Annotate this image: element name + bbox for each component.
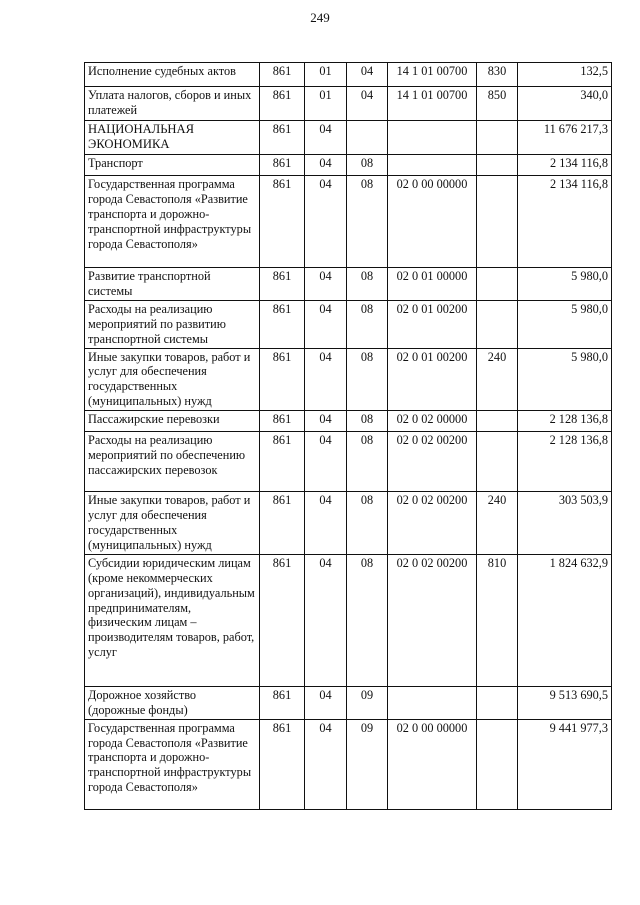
subsection-code: 04 <box>347 87 388 121</box>
table-row <box>85 121 612 155</box>
ved-code: 861 <box>260 268 305 301</box>
amount: 1 824 632,9 <box>518 554 612 686</box>
table-row <box>85 686 612 719</box>
target-article-code: 02 0 01 00200 <box>388 300 477 348</box>
amount: 2 128 136,8 <box>518 411 612 432</box>
amount: 11 676 217,3 <box>518 121 612 155</box>
section-code: 04 <box>305 348 347 411</box>
ved-code: 861 <box>260 411 305 432</box>
target-article-code <box>388 686 477 719</box>
target-article-code: 02 0 02 00200 <box>388 554 477 686</box>
section-code: 04 <box>305 719 347 809</box>
row-name: Государственная программа города Севастополя «Развитие транспорта и дорожно-транспортной инфраструктуры города Севастополя» <box>85 719 260 809</box>
table-row <box>85 719 612 809</box>
target-article-code: 02 0 02 00200 <box>388 432 477 492</box>
subsection-code: 04 <box>347 63 388 87</box>
page-number: 249 <box>310 10 330 25</box>
subsection-code: 08 <box>347 300 388 348</box>
subsection-code: 09 <box>347 686 388 719</box>
target-article-code: 02 0 02 00200 <box>388 492 477 555</box>
expense-type-code: 810 <box>477 554 518 686</box>
subsection-code: 08 <box>347 432 388 492</box>
amount: 2 134 116,8 <box>518 176 612 268</box>
subsection-code: 08 <box>347 492 388 555</box>
table-row <box>85 432 612 492</box>
row-name: Уплата налогов, сборов и иных платежей <box>85 87 260 121</box>
budget-table <box>84 62 612 810</box>
section-code: 04 <box>305 300 347 348</box>
row-name: Пассажирские перевозки <box>85 411 260 432</box>
row-name: Государственная программа города Севастополя «Развитие транспорта и дорожно-транспортной инфраструктуры города Севастополя» <box>85 176 260 268</box>
amount: 340,0 <box>518 87 612 121</box>
row-name: Исполнение судебных актов <box>85 63 260 87</box>
section-code: 04 <box>305 155 347 176</box>
target-article-code <box>388 121 477 155</box>
ved-code: 861 <box>260 300 305 348</box>
table-row <box>85 268 612 301</box>
expense-type-code <box>477 411 518 432</box>
row-name: Дорожное хозяйство (дорожные фонды) <box>85 686 260 719</box>
target-article-code: 02 0 00 00000 <box>388 719 477 809</box>
ved-code: 861 <box>260 63 305 87</box>
subsection-code: 08 <box>347 176 388 268</box>
amount: 132,5 <box>518 63 612 87</box>
table-row <box>85 554 612 686</box>
expense-type-code: 240 <box>477 348 518 411</box>
expense-type-code <box>477 686 518 719</box>
expense-type-code <box>477 121 518 155</box>
table-row <box>85 155 612 176</box>
ved-code: 861 <box>260 348 305 411</box>
ved-code: 861 <box>260 719 305 809</box>
ved-code: 861 <box>260 176 305 268</box>
table-row <box>85 87 612 121</box>
ved-code: 861 <box>260 155 305 176</box>
table-row <box>85 411 612 432</box>
row-name: Расходы на реализацию мероприятий по развитию транспортной системы <box>85 300 260 348</box>
table-row <box>85 348 612 411</box>
expense-type-code <box>477 155 518 176</box>
amount: 9 513 690,5 <box>518 686 612 719</box>
section-code: 01 <box>305 87 347 121</box>
expense-type-code <box>477 719 518 809</box>
ved-code: 861 <box>260 87 305 121</box>
ved-code: 861 <box>260 492 305 555</box>
amount: 9 441 977,3 <box>518 719 612 809</box>
expense-type-code: 850 <box>477 87 518 121</box>
row-name: Субсидии юридическим лицам (кроме некоммерческих организаций), индивидуальным предпринимателям, физическим лицам – производителям товаров, работ, услуг <box>85 554 260 686</box>
section-code: 04 <box>305 554 347 686</box>
target-article-code: 02 0 02 00000 <box>388 411 477 432</box>
amount: 5 980,0 <box>518 348 612 411</box>
target-article-code: 14 1 01 00700 <box>388 63 477 87</box>
ved-code: 861 <box>260 554 305 686</box>
subsection-code: 08 <box>347 554 388 686</box>
row-name: Иные закупки товаров, работ и услуг для обеспечения государственных (муниципальных) нужд <box>85 348 260 411</box>
amount: 2 128 136,8 <box>518 432 612 492</box>
table-row <box>85 63 612 87</box>
section-code: 04 <box>305 432 347 492</box>
amount: 2 134 116,8 <box>518 155 612 176</box>
ved-code: 861 <box>260 686 305 719</box>
row-name: Иные закупки товаров, работ и услуг для обеспечения государственных (муниципальных) нужд <box>85 492 260 555</box>
subsection-code: 08 <box>347 268 388 301</box>
expense-type-code: 830 <box>477 63 518 87</box>
expense-type-code: 240 <box>477 492 518 555</box>
expense-type-code <box>477 268 518 301</box>
target-article-code: 02 0 01 00000 <box>388 268 477 301</box>
section-code: 04 <box>305 686 347 719</box>
section-code: 01 <box>305 63 347 87</box>
amount: 303 503,9 <box>518 492 612 555</box>
expense-type-code <box>477 176 518 268</box>
table-row <box>85 176 612 268</box>
section-code: 04 <box>305 176 347 268</box>
target-article-code <box>388 155 477 176</box>
section-code: 04 <box>305 411 347 432</box>
section-code: 04 <box>305 492 347 555</box>
subsection-code <box>347 121 388 155</box>
expense-type-code <box>477 300 518 348</box>
row-name: Расходы на реализацию мероприятий по обеспечению пассажирских перевозок <box>85 432 260 492</box>
section-code: 04 <box>305 268 347 301</box>
expense-type-code <box>477 432 518 492</box>
table-row <box>85 300 612 348</box>
ved-code: 861 <box>260 432 305 492</box>
target-article-code: 02 0 01 00200 <box>388 348 477 411</box>
subsection-code: 08 <box>347 411 388 432</box>
row-name: Развитие транспортной системы <box>85 268 260 301</box>
subsection-code: 09 <box>347 719 388 809</box>
amount: 5 980,0 <box>518 300 612 348</box>
target-article-code: 02 0 00 00000 <box>388 176 477 268</box>
row-name: Транспорт <box>85 155 260 176</box>
subsection-code: 08 <box>347 155 388 176</box>
amount: 5 980,0 <box>518 268 612 301</box>
ved-code: 861 <box>260 121 305 155</box>
section-code: 04 <box>305 121 347 155</box>
target-article-code: 14 1 01 00700 <box>388 87 477 121</box>
subsection-code: 08 <box>347 348 388 411</box>
table-row <box>85 492 612 555</box>
row-name: НАЦИОНАЛЬНАЯ ЭКОНОМИКА <box>85 121 260 155</box>
